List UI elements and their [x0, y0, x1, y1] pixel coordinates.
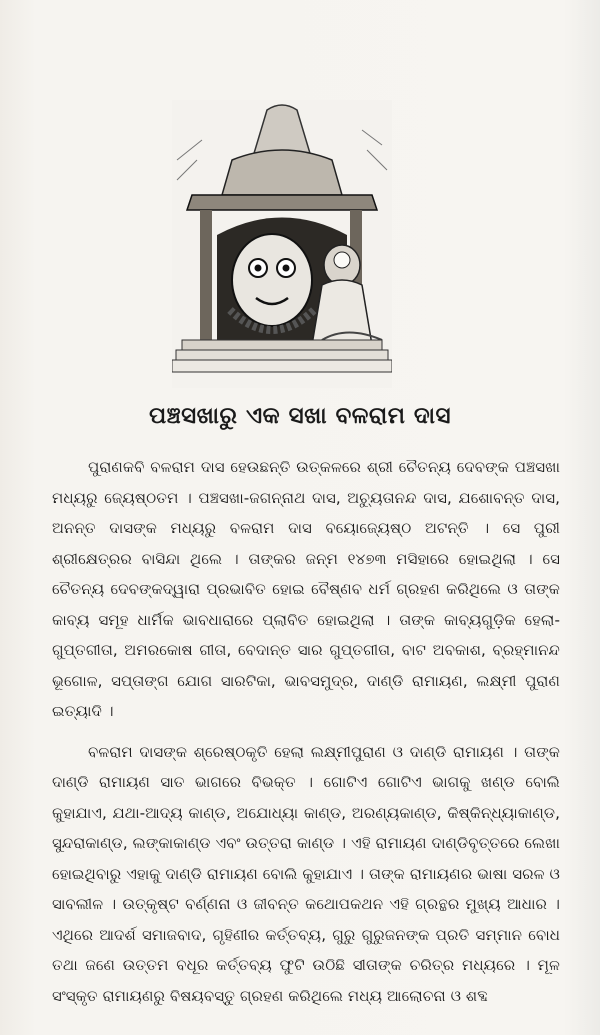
body-text — [52, 452, 560, 1021]
page-title: ପଞ୍ଚସଖାରୁ ଏକ ସଖା ବଳରାମ ଦାସ — [149, 403, 451, 429]
paragraph: ପୁରାଣକବି ବଳରାମ ଦାସ ହେଉଛନ୍ତି ଉତ୍କଳରେ ଶ୍ରୀ ଚୈତନ୍ୟ ଦେବଙ୍କ ପଞ୍ଚସଖା ମଧ୍ୟରୁ ଜ୍ୟେଷ୍ଠତମ । ପଞ୍ଚସଖା-ଜଗନ୍ନାଥ ଦାସ, ଅଚ୍ୟୁତାନନ୍ଦ ଦାସ, ଯଶୋବନ୍ତ ଦାସ, ଅନନ୍ତ ଦାସଙ୍କ ମଧ୍ୟରୁ ବଳରାମ ଦାସ ବୟୋଜ୍ୟେଷ୍ଠ ଅଟନ୍ତି । ସେ ପୁରୀ ଶ୍ରୀକ୍ଷେତ୍ରର ବାସିନ୍ଦା ଥିଲେ । ତାଙ୍କର ଜନ୍ମ ୧୪୭୩ ମସିହାରେ ହୋଇଥିଲା । ସେ ଚୈତନ୍ୟ ଦେବଙ୍କଦ୍ୱାରା ପ୍ରଭାବିତ ହୋଇ ବୈଷ୍ଣବ ଧର୍ମ ଗ୍ରହଣ କରିଥିଲେ ଓ ତାଙ୍କ କାବ୍ୟ ସମୂହ ଧାର୍ମିକ ଭାବଧାରାରେ ପ୍ଲାବିତ ହୋଇଥିଲା । ତାଙ୍କ କାବ୍ୟଗୁଡ଼ିକ ହେଲା-ଗୁପ୍ତଗୀତା, ଅମରକୋଷ ଗୀତା, ବେଦାନ୍ତ ସାର ଗୁପ୍ତଗୀତା, ବାଟ ଅବକାଶ, ବ୍ରହ୍ମାନନ୍ଦ ଭୂଗୋଳ, ସପ୍ତାଙ୍ଗ ଯୋଗ ସାରଟିକା, ଭାବସମୁଦ୍ର, ଦାଣ୍ଡି ରାମାୟଣ, ଲକ୍ଷ୍ମୀ ପୁରାଣ ଇତ୍ୟାଦି । — [52, 458, 560, 720]
paragraph: ବଳରାମ ଦାସଙ୍କ ଶ୍ରେଷ୍ଠକୃତି ହେଲା ଲକ୍ଷ୍ମୀପୁରାଣ ଓ ଦାଣ୍ଡି ରାମାୟଣ । ତାଙ୍କ ଦାଣ୍ଡି ରାମାୟଣ ସାତ ଭାଗରେ ବିଭକ୍ତ । ଗୋଟିଏ ଗୋଟିଏ ଭାଗକୁ ଖଣ୍ଡ ବୋଲି କୁହାଯାଏ, ଯଥା-ଆଦ୍ୟ କାଣ୍ଡ, ଅଯୋଧ୍ୟା କାଣ୍ଡ, ଅରଣ୍ୟକାଣ୍ଡ, କିଷ୍କିନ୍ଧ୍ୟାକାଣ୍ଡ, ସୁନ୍ଦରାକାଣ୍ଡ, ଲଙ୍କାକାଣ୍ଡ ଏବଂ ଉତ୍ତରା କାଣ୍ଡ । ଏହି ରାମାୟଣ ଦାଣ୍ଡିବୃତ୍ତରେ ଲେଖା ହୋଇଥିବାରୁ ଏହାକୁ ଦାଣ୍ଡି ରାମାୟଣ ବୋଲି କୁହାଯାଏ । ତାଙ୍କ ରାମାୟଣର ଭାଷା ସରଳ ଓ ସାବଲୀଳ । ଉତ୍କୃଷ୍ଟ ବର୍ଣ୍ଣନା ଓ ଜୀବନ୍ତ କଥୋପକଥନ ଏହି ଗ୍ରନ୍ଥର ମୁଖ୍ୟ ଆଧାର । ଏଥିରେ ଆଦର୍ଶ ସମାଜବାଦ, ଗୃହିଣୀର କର୍ତ୍ତବ୍ୟ, ଗୁରୁ ଗୁରୁଜନଙ୍କ ପ୍ରତି ସମ୍ମାନ ବୋଧ ତଥା ଜଣେ ଉତ୍ତମ ବଧୂର କର୍ତ୍ତବ୍ୟ ଫୁଟି ଉଠିଛି ସୀତାଙ୍କ ଚରିତ୍ର ମଧ୍ୟରେ । ମୂଳ ସଂସ୍କୃତ ରାମାୟଣରୁ ବିଷୟବସ୍ତୁ ଗ୍ରହଣ କରିଥିଲେ ମଧ୍ୟ ଆଲୋଚନା ଓ ଶବ୍ଦ — [52, 742, 560, 1005]
temple-deity-illustration-icon — [172, 100, 392, 388]
